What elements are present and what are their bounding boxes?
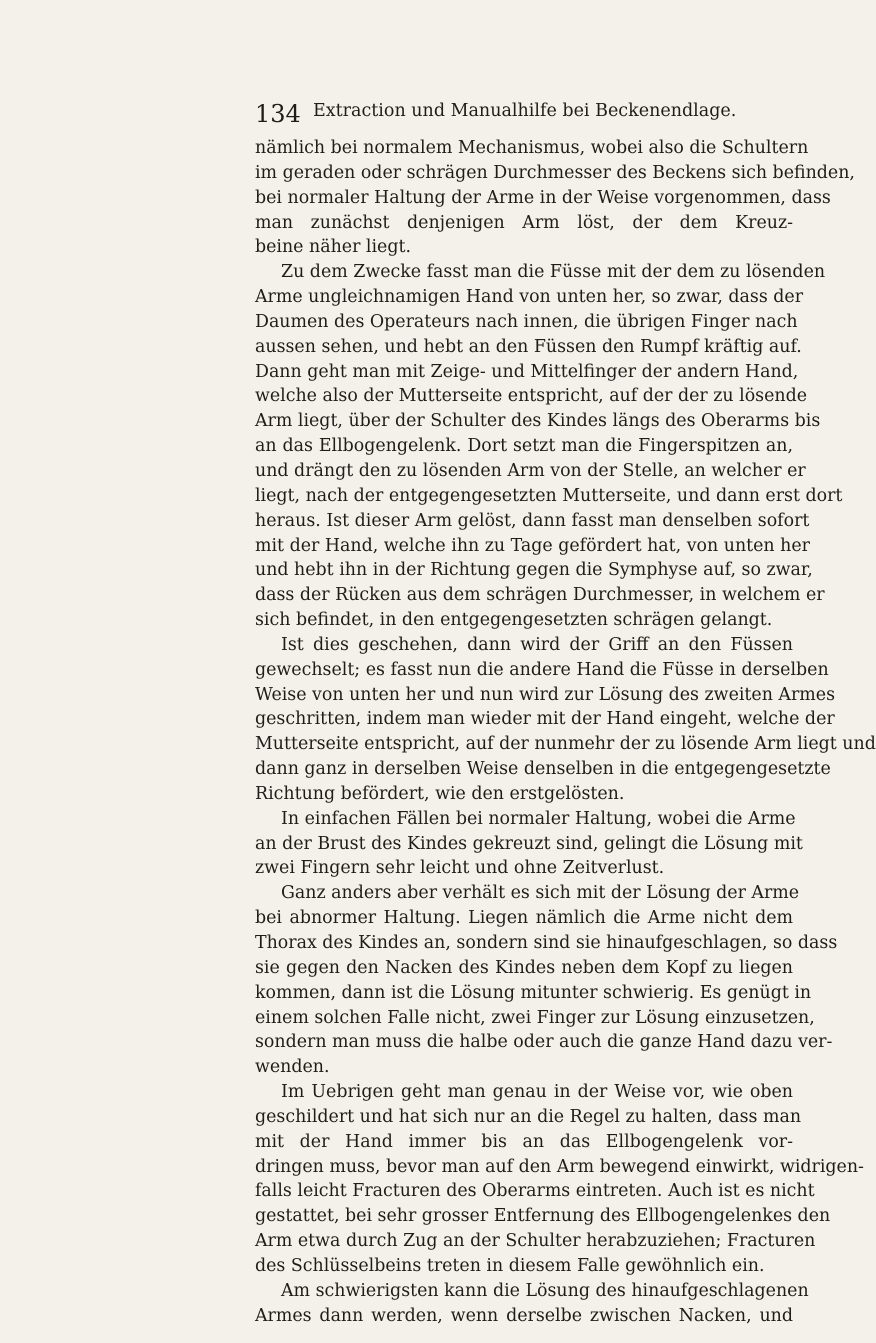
text-line: mit der Hand immer bis an das Ellbogengelenk vor- (255, 1131, 793, 1152)
text-line: einem solchen Falle nicht, zwei Finger zur Lösung einzusetzen, (255, 1007, 815, 1028)
text-line: des Schlüsselbeins treten in diesem Falle gewöhnlich ein. (255, 1255, 765, 1276)
text-line: wenden. (255, 1057, 330, 1078)
text-line: an das Ellbogengelenk. Dort setzt man die Fingerspitzen an, (255, 436, 793, 457)
text-line: In einfachen Fällen bei normaler Haltung, wobei die Arme (281, 808, 796, 829)
text-line: Arm etwa durch Zug an der Schulter herabzuziehen; Fracturen (255, 1231, 816, 1252)
text-line: gewechselt; es fasst nun die andere Hand die Füsse in derselben (255, 659, 829, 680)
text-line: Armes dann werden, wenn derselbe zwischen Nacken, und (255, 1305, 793, 1326)
text-line: falls leicht Fracturen des Oberarms eintreten. Auch ist es nicht (255, 1181, 815, 1202)
text-line: Arme ungleichnamigen Hand von unten her, so zwar, dass der (255, 287, 804, 308)
text-line: sich befindet, in den entgegengesetzten schrägen gelangt. (255, 610, 773, 631)
text-line: bei abnormer Haltung. Liegen nämlich die Arme nicht dem (255, 908, 793, 929)
text-line: kommen, dann ist die Lösung mitunter schwierig. Es genügt in (255, 982, 812, 1003)
text-line: beine näher liegt. (255, 237, 411, 258)
text-line: und hebt ihn in der Richtung gegen die Symphyse auf, so zwar, (255, 560, 813, 581)
text-line: sie gegen den Nacken des Kindes neben dem Kopf zu liegen (255, 957, 793, 978)
text-line: bei normaler Haltung der Arme in der Weise vorgenommen, dass (255, 187, 831, 208)
text-line: welche also der Mutterseite entspricht, auf der der zu lösende (255, 386, 808, 407)
text-line: geschritten, indem man wieder mit der Hand eingeht, welche der (255, 709, 835, 730)
text-line: Mutterseite entspricht, auf der nunmehr der zu lösende Arm liegt und (255, 734, 876, 755)
text-line: Zu dem Zwecke fasst man die Füsse mit der dem zu lösenden (281, 262, 826, 283)
text-line: zwei Fingern sehr leicht und ohne Zeitverlust. (255, 858, 665, 879)
text-line: Richtung befördert, wie den erstgelösten. (255, 783, 625, 804)
text-line: heraus. Ist dieser Arm gelöst, dann fasst man denselben sofort (255, 510, 810, 531)
text-line: liegt, nach der entgegengesetzten Mutterseite, und dann erst dort (255, 485, 843, 506)
text-line: gestattet, bei sehr grosser Entfernung des Ellbogengelenkes den (255, 1206, 831, 1227)
text-line: dass der Rücken aus dem schrägen Durchmesser, in welchem er (255, 585, 825, 606)
text-line: Ist dies geschehen, dann wird der Griff an den Füssen (281, 634, 793, 655)
text-line: Thorax des Kindes an, sondern sind sie hinaufgeschlagen, so dass (255, 933, 838, 953)
text-line: sondern man muss die halbe oder auch die ganze Hand dazu ver- (255, 1032, 833, 1053)
text-line: und drängt den zu lösenden Arm von der Stelle, an welcher er (255, 460, 806, 481)
page-number: 134 (255, 100, 301, 128)
text-line: Ganz anders aber verhält es sich mit der Lösung der Arme (281, 883, 800, 904)
text-line: Am schwierigsten kann die Lösung des hinaufgeschlagenen (281, 1280, 809, 1301)
text-line: an der Brust des Kindes gekreuzt sind, gelingt die Lösung mit (255, 833, 803, 854)
text-line: geschildert und hat sich nur an die Regel zu halten, dass man (255, 1106, 802, 1127)
text-line: man zunächst denjenigen Arm löst, der dem Kreuz- (255, 212, 793, 233)
text-line: dringen muss, bevor man auf den Arm bewegend einwirkt, widrigen- (255, 1156, 864, 1177)
text-line: aussen sehen, und hebt an den Füssen den Rumpf kräftig auf. (255, 336, 802, 357)
text-line: Dann geht man mit Zeige- und Mittelfinger der andern Hand, (255, 361, 799, 382)
text-line: nämlich bei normalem Mechanismus, wobei also die Schultern (255, 138, 809, 158)
text-line: dann ganz in derselben Weise denselben in die entgegengesetzte (255, 759, 831, 780)
text-line: Daumen des Operateurs nach innen, die übrigen Finger nach (255, 311, 798, 332)
text-line: Im Uebrigen geht man genau in der Weise vor, wie oben (281, 1082, 793, 1103)
text-line: Weise von unten her und nun wird zur Lösung des zweiten Armes (255, 684, 836, 705)
text-line: Arm liegt, über der Schulter des Kindes längs des Oberarms bis (255, 411, 821, 432)
body-text (255, 136, 876, 1329)
text-line: im geraden oder schrägen Durchmesser des Beckens sich befinden, (255, 162, 855, 183)
running-header-title: Extraction und Manualhilfe bei Beckenendlage. (313, 101, 737, 121)
text-line: mit der Hand, welche ihn zu Tage gefördert hat, von unten her (255, 535, 810, 556)
